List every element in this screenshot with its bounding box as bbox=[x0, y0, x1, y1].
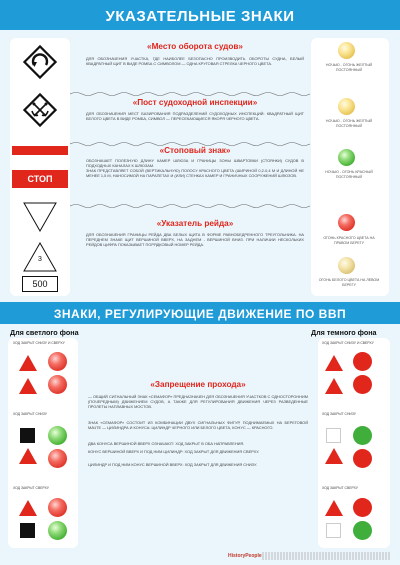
brand-name: HistoryPeople bbox=[228, 553, 262, 559]
section1-title: УКАЗАТЕЛЬНЫЕ ЗНАКИ bbox=[105, 8, 295, 25]
turning-place-sign bbox=[21, 43, 59, 81]
item3-description: ОБОЗНАЧАЕТ ПОЛЕЗНУЮ ДЛИНУ КАМЕР ШЛЮЗА И ГРАНИЦЫ ЗОНЫ ШВАРТОВКИ (СТОЯНКИ) СУДОВ В ПОДХОДНЫХ КАНАЛАХ К ШЛЮЗАМ. ЗНАК ПРЕДСТАВЛЯЕТ СОБОЙ (ВЕРТИКАЛЬНУЮ) ПОЛОСУ КРАСНОГО ЦВЕТА (ШИРИНОЙ 0,2-0,4 М И ДЛИНОЙ НЕ МЕНЕЕ 1,5 М, НАНОСИМОЙ НА ПАРАПЕТАХ И (ИЛИ) СТЕНКАХ КАМЕР И ГРАНИЧНЫХ СООРУЖЕНИЙ ШЛЮЗОВ. bbox=[86, 158, 304, 178]
item2-description: ДЛЯ ОБОЗНАЧЕНИЯ МЕСТ БАЗИРОВАНИЯ ПОДРАЗДЕЛЕНИЙ СУДОХОДНЫХ ИНСПЕКЦИЙ: КВАДРАТНЫЙ ЩИТ БЕЛОГО ЦВЕТА В ВИДЕ РОМБА, СИМВОЛ — ПЕРЕСЕКАЮЩИЕСЯ ЯКОРЯ ЧЕРНОГО ЦВЕТА. bbox=[86, 111, 304, 121]
cone-up bbox=[325, 448, 343, 464]
raid-distance-plate bbox=[22, 276, 58, 292]
item4-description: ДЛЯ ОБОЗНАЧЕНИЯ ГРАНИЦЫ РЕЙДА ДВА БЕЛЫХ ЩИТА В ФОРМЕ РАВНОБЕДРЕННОГО ТРЕУГОЛЬНИКА. НА ПЕРЕДНЕМ ЗНАКЕ ЩИТ ВЕРШИНОЙ ВВЕРХ, НА ЗАДНЕМ - ВЕРШИНОЙ ВНИЗ. ПРИ НАЛИЧИИ НЕСКОЛЬКИХ РЕЙДОВ ЦИФРА ПОКАЗЫВАЕТ ПОРЯДКОВЫЙ НОМЕР РЕЙДА. bbox=[86, 232, 304, 247]
inspection-post-sign bbox=[21, 91, 59, 129]
cone-up bbox=[19, 378, 37, 394]
footer-fineprint bbox=[262, 552, 390, 560]
raid-sign-inverted bbox=[23, 202, 57, 232]
red-light bbox=[353, 498, 372, 517]
green-light bbox=[353, 521, 372, 540]
prohibition-title: «Запрещение прохода» bbox=[150, 380, 246, 389]
right-label-1: ХОД ЗАКРЫТ СНИЗУ И СВЕРХУ bbox=[322, 341, 374, 345]
white-light bbox=[338, 257, 355, 274]
yellow-light bbox=[338, 42, 355, 59]
cone-up bbox=[325, 378, 343, 394]
stop-sign-top bbox=[12, 146, 68, 155]
prohibition-para-1: — ОБЩИЙ СИГНАЛЬНЫЙ ЗНАК «СЕМАФОР» ПРЕДНАЗНАЧЕН ДЛЯ ОБОЗНАЧЕНИЯ УЧАСТКОВ С ОДНОСТОРОННИМ (ПОЧЕРЕДНЫМ) ДВИЖЕНИЕМ СУДОВ, А ТАКЖЕ ДЛЯ РЕГУЛИРОВАНИЯ ДВИЖЕНИЯ ЧЕРЕЗ РАЗВЕДЕННЫЕ ПРОЛЕТЫ НАПЛАВНЫХ МОСТОВ. bbox=[88, 394, 308, 409]
red-light bbox=[48, 498, 67, 517]
cylinder-black bbox=[20, 428, 35, 443]
left-label-1: ХОД ЗАКРЫТ СНИЗУ И СВЕРХУ bbox=[13, 341, 65, 345]
red-light bbox=[48, 375, 67, 394]
green-light bbox=[353, 426, 372, 445]
item4-night-caption-red: ОГОНЬ КРАСНОГО ЦВЕТА НА ПРАВОМ БЕРЕГУ bbox=[323, 236, 375, 245]
red-light bbox=[48, 352, 67, 371]
prohibition-para-3: ДВА КОНУСА ВЕРШИНОЙ ВВЕРХ ОЗНАЧАЮТ: ХОД ЗАКРЫТ В ОБА НАПРАВЛЕНИЯ. bbox=[88, 441, 245, 446]
footer-brand bbox=[228, 553, 262, 559]
cone-up bbox=[19, 448, 37, 464]
section2-title: ЗНАКИ, РЕГУЛИРУЮЩИЕ ДВИЖЕНИЕ ПО ВВП bbox=[53, 307, 347, 321]
red-light bbox=[48, 449, 67, 468]
divider bbox=[70, 134, 311, 140]
item3-title: «Стоповый знак» bbox=[159, 146, 231, 155]
cone-up bbox=[325, 500, 343, 516]
red-light bbox=[353, 352, 372, 371]
item1-night-caption: НОЧЬЮ - ОГОНЬ ЖЕЛТЫЙ ПОСТОЯННЫЙ bbox=[325, 63, 373, 72]
stop-sign-label: СТОП bbox=[27, 174, 53, 184]
raid-number: 3 bbox=[38, 256, 42, 263]
red-light bbox=[338, 214, 355, 231]
cone-up bbox=[19, 500, 37, 516]
green-light bbox=[48, 426, 67, 445]
left-label-3: ХОД ЗАКРЫТ СВЕРХУ bbox=[13, 486, 50, 490]
cylinder-white bbox=[326, 523, 341, 538]
cylinder-black bbox=[20, 523, 35, 538]
prohibition-para-2: ЗНАК «СЕМАФОР» СОСТОИТ ИЗ КОМБИНАЦИИ ДВУХ СИГНАЛЬНЫХ ФИГУР, ПОДНИМАЕМЫХ НА БЕРЕГОВОЙ МАЧТЕ — ЦИЛИНДРА И КОНУСА: ЦИЛИНДР ЧЕРНОГО ИЛИ БЕЛОГО ЦВЕТА, КОНУС — КРАСНОГО. bbox=[88, 420, 308, 430]
red-light bbox=[353, 375, 372, 394]
light-background-header: Для светлого фона bbox=[10, 328, 79, 337]
prohibition-para-4: КОНУС ВЕРШИНОЙ ВВЕРХ И ПОД НИМ ЦИЛИНДР: ХОД ЗАКРЫТ ДЛЯ ДВИЖЕНИЯ СВЕРХУ. bbox=[88, 449, 260, 454]
divider bbox=[70, 196, 311, 202]
right-label-2: ХОД ЗАКРЫТ СНИЗУ bbox=[322, 412, 357, 416]
item1-title: «Место оборота судов» bbox=[147, 42, 243, 51]
item3-night-caption: НОЧЬЮ - ОГОНЬ КРАСНЫЙ ПОСТОЯННЫЙ bbox=[325, 170, 373, 179]
cone-up bbox=[325, 355, 343, 371]
item4-night-caption-white: ОГОНЬ БЕЛОГО ЦВЕТА НА ЛЕВОМ БЕРЕГУ bbox=[318, 278, 380, 287]
right-label-3: ХОД ЗАКРЫТ СВЕРХУ bbox=[322, 486, 359, 490]
item1-description: ДЛЯ ОБОЗНАЧЕНИЯ УЧАСТКА, ГДЕ НАИБОЛЕЕ БЕЗОПАСНО ПРОИЗВОДИТЬ ОБОРОТЫ СУДНА, БЕЛЫЙ КВАДРАТНЫЙ ЩИТ В ВИДЕ РОМБА С СИМВОЛОМ — ОДНА КРУГОВАЯ СТРЕЛКА ЧЕРНОГО ЦВЕТА. bbox=[86, 56, 304, 66]
green-light bbox=[338, 149, 355, 166]
item2-title: «Пост судоходной инспекции» bbox=[132, 98, 258, 107]
cylinder-white bbox=[326, 428, 341, 443]
green-light bbox=[48, 521, 67, 540]
prohibition-para-5: ЦИЛИНДР И ПОД НИМ КОНУС ВЕРШИНОЙ ВВЕРХ: ХОД ЗАКРЫТ ДЛЯ ДВИЖЕНИЯ СНИЗУ. bbox=[88, 462, 258, 467]
red-light bbox=[353, 449, 372, 468]
raid-distance: 500 bbox=[32, 279, 48, 289]
item2-night-caption: НОЧЬЮ - ОГОНЬ ЖЕЛТЫЙ ПОСТОЯННЫЙ bbox=[325, 119, 373, 128]
item4-title: «Указатель рейда» bbox=[156, 219, 234, 228]
dark-background-header: Для темного фона bbox=[311, 328, 377, 337]
left-label-2: ХОД ЗАКРЫТ СНИЗУ bbox=[13, 412, 48, 416]
cone-up bbox=[19, 355, 37, 371]
divider bbox=[70, 84, 311, 90]
stop-sign bbox=[12, 170, 68, 188]
yellow-light bbox=[338, 98, 355, 115]
